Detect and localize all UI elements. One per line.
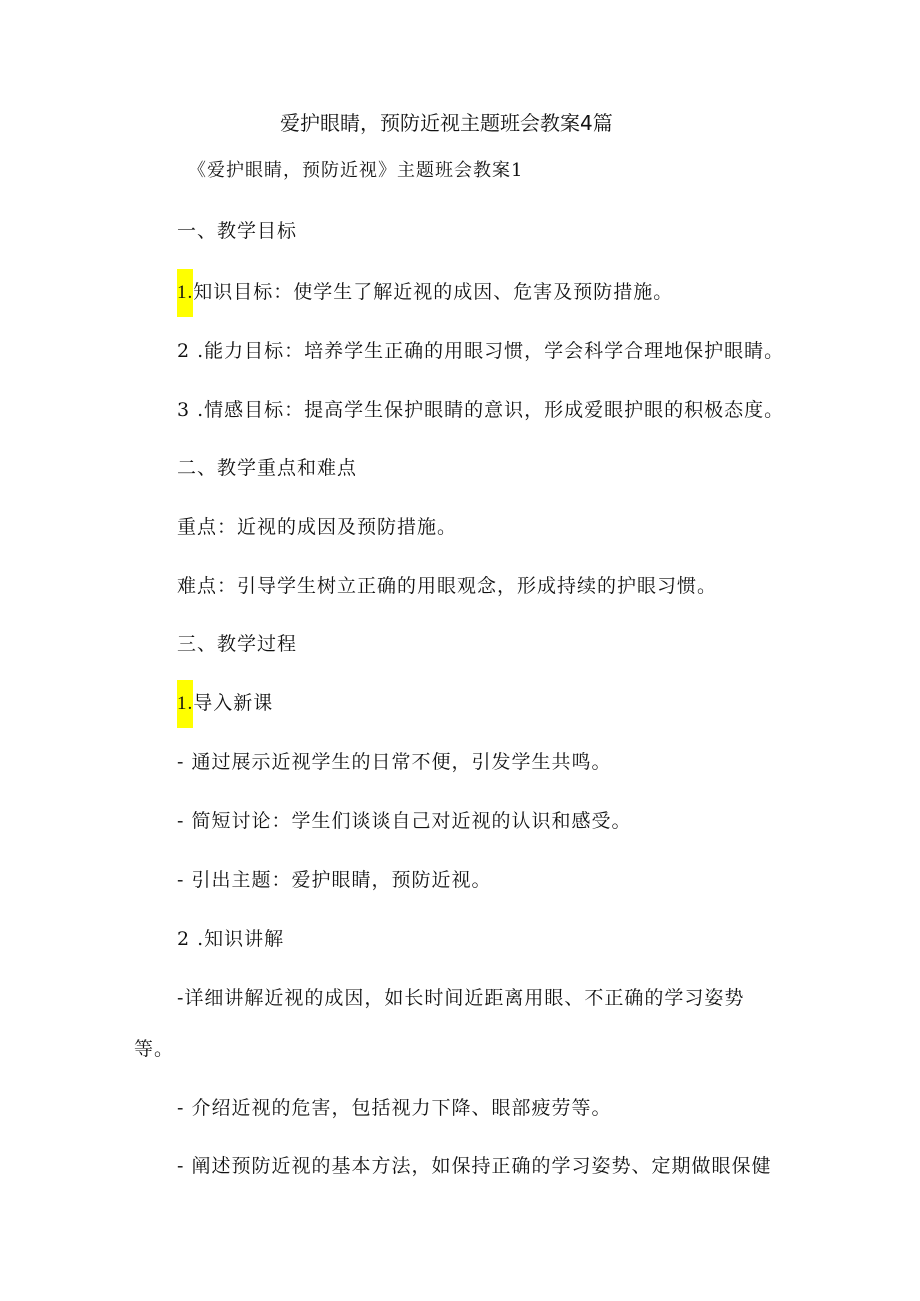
list-item: - 介绍近视的危害，包括视力下降、眼部疲劳等。 <box>177 1097 612 1119</box>
key-point-text: 重点：近视的成因及预防措施。 <box>177 516 458 538</box>
highlighted-number: 1. <box>177 269 193 317</box>
document-title: 爱护眼睛，预防近视主题班会教案4篇 <box>280 111 613 135</box>
list-item: - 阐述预防近视的基本方法，如保持正确的学习姿势、定期做眼保健 <box>177 1155 772 1177</box>
list-item-continuation: 等。 <box>134 1038 175 1060</box>
goal-item-ability: 2 .能力目标：培养学生正确的用眼习惯，学会科学合理地保护眼睛。 <box>177 340 785 362</box>
step-intro <box>177 690 273 717</box>
section-heading-process: 三、教学过程 <box>177 633 298 655</box>
goal-item-emotion: 3 .情感目标：提高学生保护眼睛的意识，形成爱眼护眼的积极态度。 <box>177 399 785 421</box>
step-knowledge-heading: 2 .知识讲解 <box>177 928 285 950</box>
goal-item-knowledge <box>177 279 673 306</box>
lesson-plan-subtitle: 《爱护眼睛，预防近视》主题班会教案1 <box>188 160 524 181</box>
step-intro-text: 导入新课 <box>193 692 274 714</box>
goal-knowledge-text: 知识目标：使学生了解近视的成因、危害及预防措施。 <box>193 281 674 303</box>
highlighted-number: 1. <box>177 680 193 728</box>
list-item: -详细讲解近视的成因，如长时间近距离用眼、不正确的学习姿势 <box>177 987 745 1009</box>
list-item: - 引出主题：爱护眼睛，预防近视。 <box>177 869 492 891</box>
list-item: - 通过展示近视学生的日常不便，引发学生共鸣。 <box>177 751 612 773</box>
list-item: - 简短讨论：学生们谈谈自己对近视的认识和感受。 <box>177 810 632 832</box>
section-heading-key-points: 二、教学重点和难点 <box>177 457 358 479</box>
difficult-point-text: 难点：引导学生树立正确的用眼观念，形成持续的护眼习惯。 <box>177 575 718 597</box>
section-heading-goals: 一、教学目标 <box>177 220 298 242</box>
